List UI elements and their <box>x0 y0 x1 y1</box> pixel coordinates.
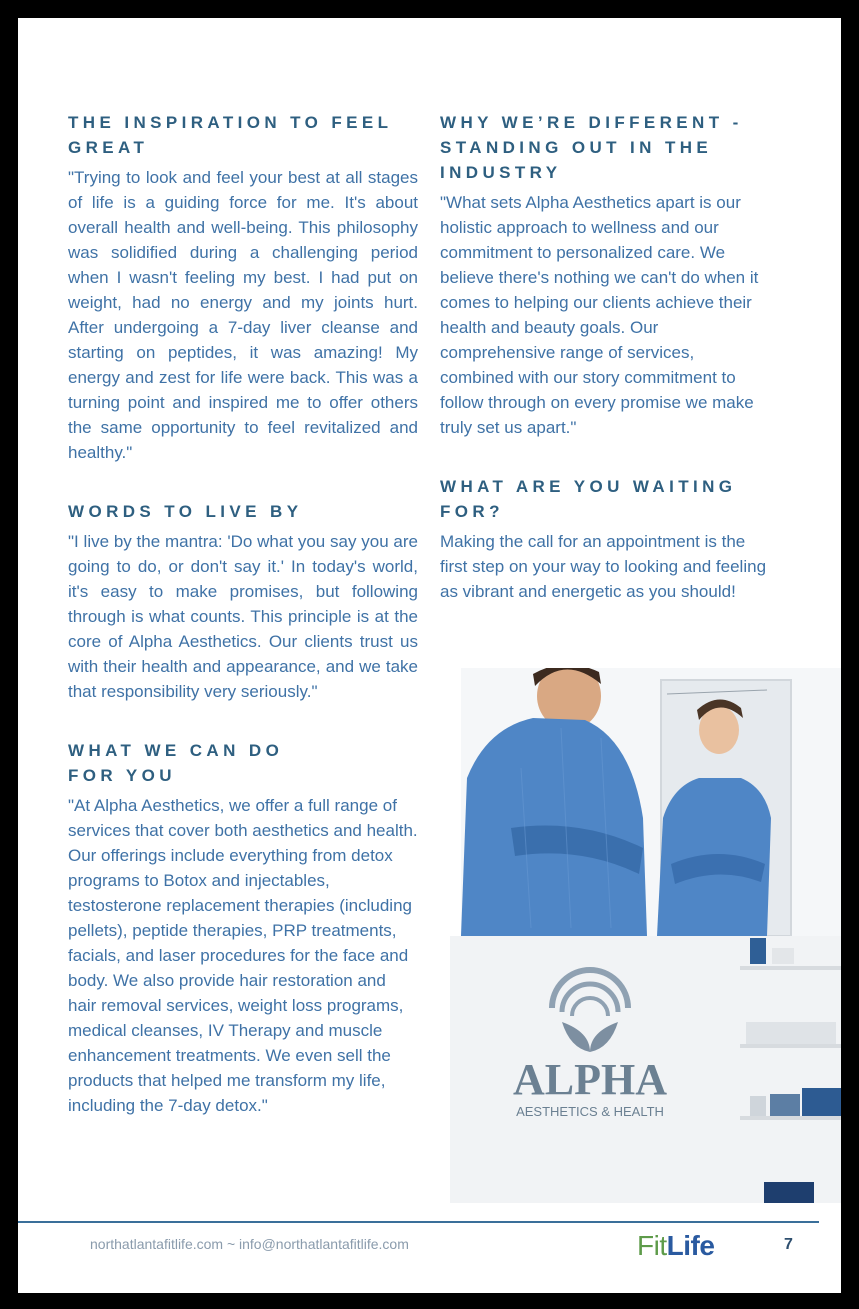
section-heading-inspiration: THE INSPIRATION TO FEEL GREAT <box>68 113 393 157</box>
section-text-services: "At Alpha Aesthetics, we offer a full range of services that cover both aesthetics and health. Our offerings include everything from detox programs to Botox and injectables, testosterone replacement therapies (including pellets), peptide therapies, PRP treatments, facials, and laser procedures for the face and body. We also provide hair restoration and hair removal services, weight loss programs, medical cleanses, IV Therapy and muscle enhancement treatments. We even sell the products that helped me transform my life, including the 7-day detox." <box>68 796 418 1115</box>
footer-contact: northatlantafitlife.com ~ info@northatlantafitlife.com <box>90 1236 409 1252</box>
sign-brand: ALPHA <box>513 1055 667 1104</box>
fitlife-logo-life: Life <box>666 1230 715 1261</box>
section-text-different: "What sets Alpha Aesthetics apart is our holistic approach to wellness and our commitment to personalized care. We believe there's nothing we can't do when it comes to helping our clients achieve their health and beauty goals. Our comprehensive range of services, combined with our story commitment to follow through on every promise we make truly set us apart." <box>440 193 759 437</box>
footer-rule <box>18 1221 819 1223</box>
magazine-page <box>18 18 841 1293</box>
section-heading-different: WHY WE’RE DIFFERENT - STANDING OUT IN THE INDUSTRY <box>440 113 743 182</box>
sign-tagline: AESTHETICS & HEALTH <box>516 1104 664 1119</box>
man-mirror-illustration <box>461 668 841 936</box>
section-heading-services: WHAT WE CAN DO FOR YOU <box>68 741 284 785</box>
left-column <box>68 110 418 1118</box>
section-heading-words: WORDS TO LIVE BY <box>68 502 303 521</box>
section-text-inspiration: "Trying to look and feel your best at all stages of life is a guiding force for me. It's about overall health and well-being. This philosophy was solidified during a challenging period when I wasn't feeling my best. I had put on weight, had no energy and my joints hurt. After undergoing a 7-day liver cleanse and starting on peptides, it was amazing! My energy and zest for life were back. This was a turning point and inspired me to offer others the same opportunity to feel revitalized and healthy." <box>68 168 418 462</box>
fitlife-logo-fit: Fit <box>637 1230 667 1261</box>
alpha-sign-photo <box>450 936 841 1203</box>
right-column <box>440 110 772 604</box>
fitlife-logo <box>637 1230 714 1262</box>
alpha-lotus-logo <box>450 936 841 1203</box>
section-text-waiting: Making the call for an appointment is the first step on your way to looking and feeling as vibrant and energetic as you should! <box>440 532 767 601</box>
section-text-words: "I live by the mantra: 'Do what you say you are going to do, or don't say it.' In today's world, it's easy to make promises, but following through is what counts. This principle is at the core of Alpha Aesthetics. Our clients trust us with their health and appearance, and we take that responsibility very seriously." <box>68 532 418 701</box>
page-number: 7 <box>784 1236 793 1253</box>
section-heading-waiting: WHAT ARE YOU WAITING FOR? <box>440 477 737 521</box>
man-mirror-photo <box>461 668 841 936</box>
